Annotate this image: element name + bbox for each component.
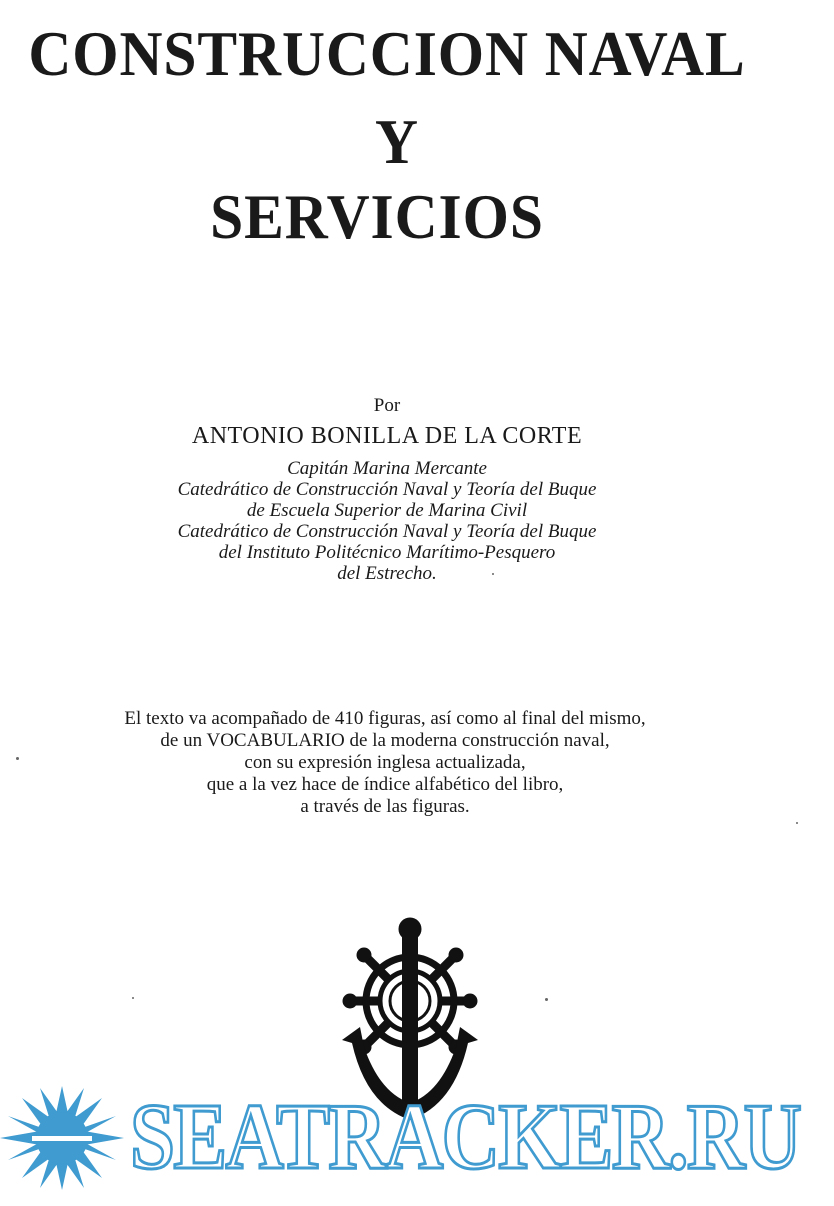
- credential-line: del Instituto Politécnico Marítimo-Pesquero: [218, 542, 556, 563]
- title-line-2: Y: [375, 106, 419, 177]
- byline-por: Por: [373, 395, 401, 416]
- scan-speck: [132, 997, 134, 999]
- credential-line: de Escuela Superior de Marina Civil: [246, 500, 528, 521]
- scan-speck: [796, 822, 798, 824]
- description-line: con su expresión inglesa actualizada,: [244, 752, 526, 773]
- scan-speck: [16, 757, 19, 760]
- description: [0, 708, 802, 818]
- credential-line: del Estrecho.: [337, 563, 437, 584]
- title-line-1: CONSTRUCCION NAVAL: [28, 18, 746, 89]
- description-line: El texto va acompañado de 410 figuras, así como al final del mismo,: [124, 708, 646, 729]
- description-line: a través de las figuras.: [300, 796, 470, 817]
- credential-line: Capitán Marina Mercante: [287, 458, 487, 479]
- description-line: que a la vez hace de índice alfabético del libro,: [206, 774, 564, 795]
- credential-line: Catedrático de Construcción Naval y Teoría del Buque: [177, 479, 597, 500]
- author-credentials: [0, 458, 804, 584]
- scan-speck: [492, 573, 494, 575]
- author-name: ANTONIO BONILLA DE LA CORTE: [191, 423, 583, 449]
- scan-speck: [545, 998, 548, 1001]
- description-line: de un VOCABULARIO de la moderna construcción naval,: [160, 730, 610, 751]
- watermark-text: SEATRACKER.RU: [130, 1085, 801, 1189]
- title-line-3: SERVICIOS: [210, 181, 544, 252]
- credential-line: Catedrático de Construcción Naval y Teoría del Buque: [177, 521, 597, 542]
